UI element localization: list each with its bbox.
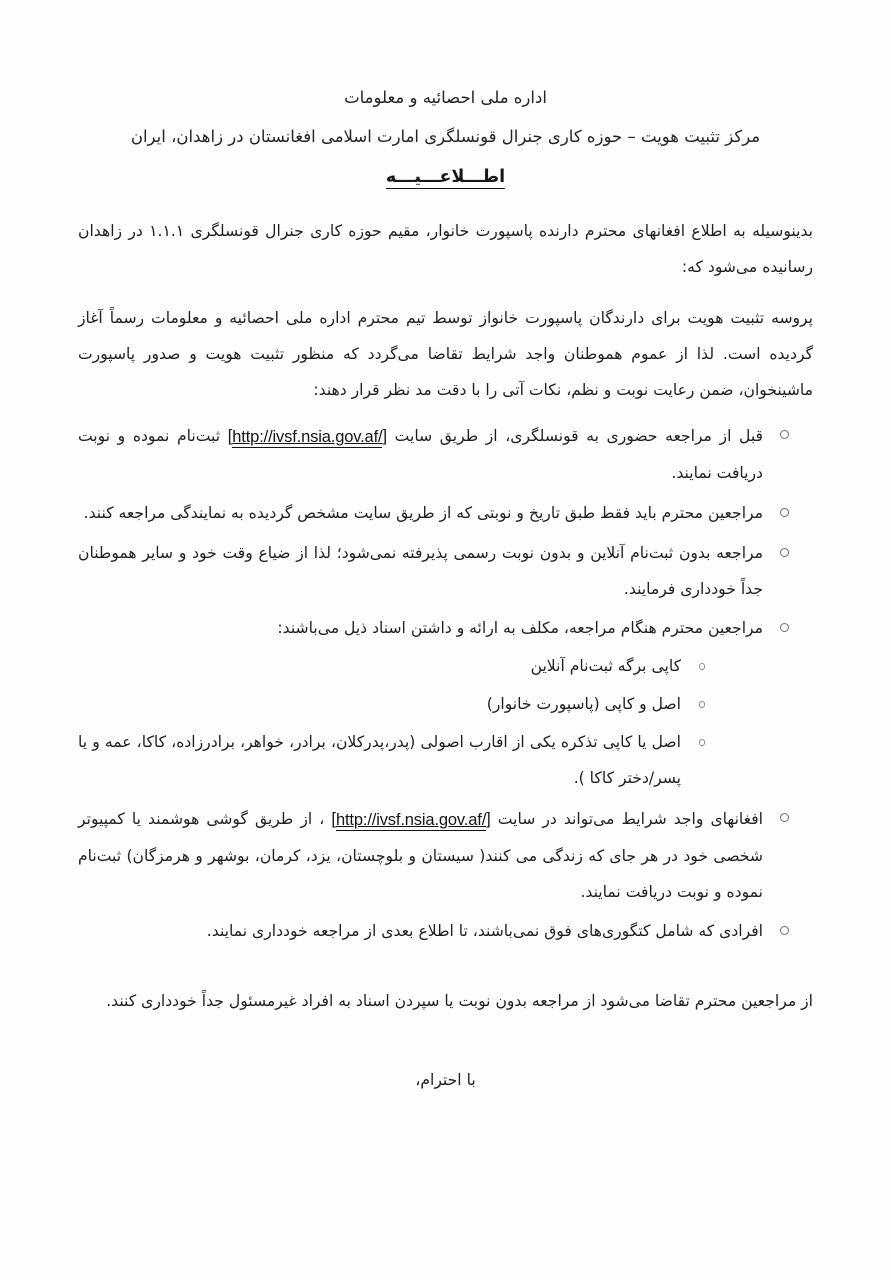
circle-bullet-icon: [699, 663, 706, 670]
organization-heading: اداره ملی احصائیه و معلومات: [344, 88, 547, 107]
list-item: [78, 801, 789, 911]
page-title: [78, 167, 813, 189]
instructions-list: [78, 418, 813, 950]
list-item: [78, 536, 789, 608]
circle-bullet-icon: [780, 926, 789, 935]
bullet-text: مراجعه بدون ثبت‌نام آنلاین و بدون نوبت رسمی پذیرفته نمی‌شود؛ لذا از ضیاع وقت خود و سایر هموطنان جداً خودداری فرمایند.: [78, 543, 763, 598]
office-heading: مرکز تثبیت هویت – حوزه کاری جنرال قونسلگری امارت اسلامی افغانستان در زاهدان، ایران: [130, 126, 761, 146]
circle-bullet-icon: [699, 701, 706, 708]
circle-bullet-icon: [780, 508, 789, 517]
circle-bullet-icon: [699, 739, 706, 746]
registration-link[interactable]: http://ivsf.nsia.gov.af/: [232, 428, 383, 447]
required-documents-list: [78, 649, 763, 796]
list-item: [78, 649, 707, 685]
link-open-bracket: [: [486, 809, 491, 828]
bullet-text: مراجعین محترم باید فقط طبق تاریخ و نوبتی که از طریق سایت مشخص گردیده به نمایندگی مراجعه کنند.: [83, 503, 763, 522]
sub-bullet-text: اصل یا کاپی تذکره یکی از اقارب اصولی (پدر،پدرکلان، برادر، خواهر، برادرزاده، کاکا، عمه و یا پسر/دختر کاکا ).: [78, 733, 681, 787]
link-close-bracket: ]: [331, 809, 336, 828]
bullet-text: مراجعین محترم هنگام مراجعه، مکلف به ارائه و داشتن اسناد ذیل می‌باشند:: [277, 619, 763, 638]
second-paragraph: پروسه تثبیت هویت برای دارندگان پاسپورت خانواز توسط تیم محترم اداره ملی احصائیه و معلومات رسماً آغاز گردیده است. لذا از عموم هموطنان واجد شرایط تقاضا می‌گردد که منظور تثبیت هویت و صدور پاسپورت ماشینخوان، ضمن رعایت نوبت و نظم، نکات آتی را با دقت مد نظر قرار دهند:: [78, 308, 813, 399]
document-body: [78, 88, 813, 1089]
list-item: [78, 914, 789, 950]
bullet-text: افرادی که شامل کتگوری‌های فوق نمی‌باشند، تا اطلاع بعدی از مراجعه خودداری نمایند.: [206, 922, 763, 941]
circle-bullet-icon: [780, 623, 789, 632]
link-close-bracket: ]: [227, 427, 233, 446]
intro-paragraph: بدینوسیله به اطلاع افغانهای محترم دارنده پاسپورت خانوار، مقیم حوزه کاری جنرال قونسلگری ۱.۱.۱ در زاهدان رسانیده می‌شود که:: [78, 222, 813, 277]
list-item: [78, 611, 789, 796]
closing-paragraph: از مراجعین محترم تقاضا می‌شود از مراجعه بدون نوبت یا سپردن اسناد به افراد غیرمسئول جداً خودداری کنند.: [106, 992, 813, 1011]
sub-bullet-text: کاپی برگه ثبت‌نام آنلاین: [530, 657, 681, 676]
link-open-bracket: [: [382, 427, 388, 446]
registration-link-secondary[interactable]: http://ivsf.nsia.gov.af/: [335, 810, 487, 829]
circle-bullet-icon: [780, 813, 789, 822]
list-item: [78, 725, 707, 797]
bullet-text-after-link: ثبت‌نام نموده و نوبت دریافت نمایند.: [78, 427, 763, 483]
circle-bullet-icon: [780, 548, 789, 557]
bullet-text-before-link: قبل از مراجعه حضوری به قونسلگری، از طریق سایت: [394, 427, 763, 446]
sub-bullet-text: اصل و کاپی (پاسپورت خانوار): [486, 695, 681, 714]
list-item: [78, 496, 789, 532]
list-item: [78, 687, 707, 723]
regards-text: با احترام،: [415, 1070, 476, 1089]
bullet-text-after-link: ، از طریق گوشی هوشمند یا کمپیوتر شخصی خود در هر جای که زندگی می کنند( سیستان و بلوچستان، یزد، کرمان، بوشهر و هرمزگان) ثبت‌نام نموده و نوبت دریافت نمایند.: [78, 809, 763, 901]
list-item: [78, 418, 789, 492]
bullet-text-before-link: افغانهای واجد شرایط می‌تواند در سایت: [497, 809, 763, 828]
page-title-text: اطـــلاعـــیـــه: [385, 167, 506, 188]
circle-bullet-icon: [780, 430, 789, 439]
